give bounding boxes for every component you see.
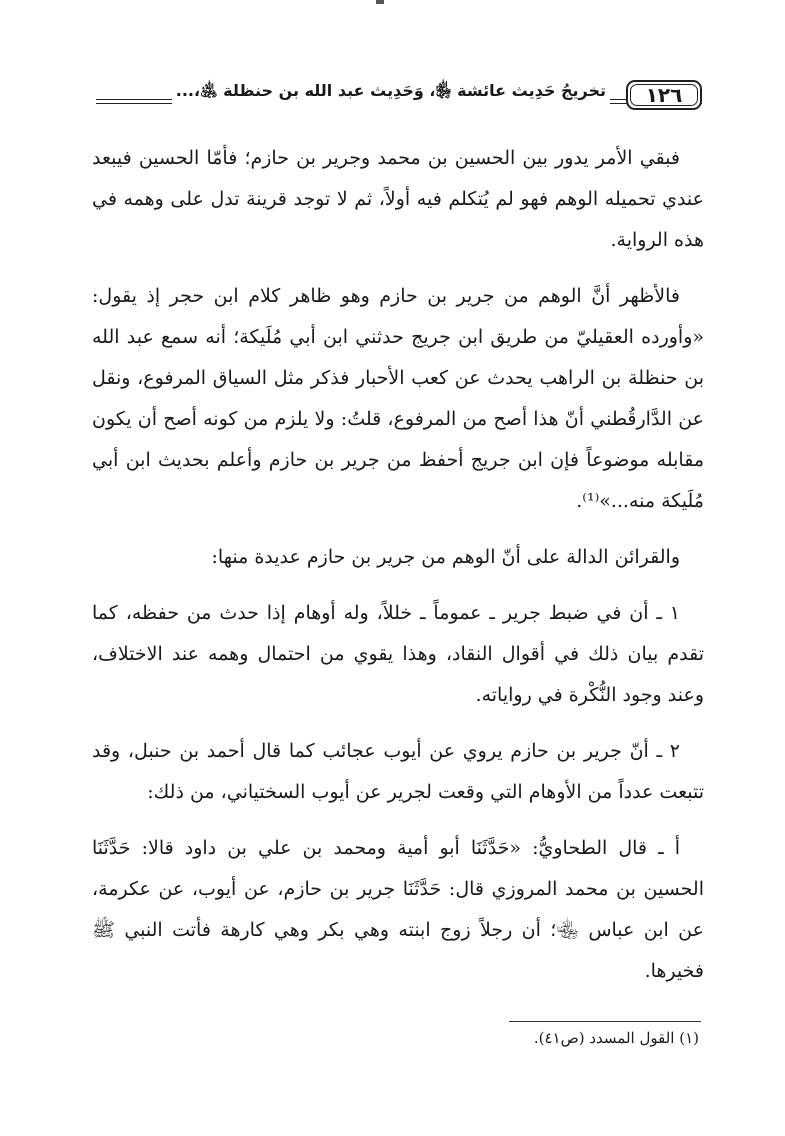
footnote: (١) القول المسدد (ص٤١). <box>533 1029 699 1047</box>
page-number <box>626 80 702 110</box>
running-title: تخريجُ حَدِيث عائشة ﵂، وَحَدِيث عبد الله بن حنظلة ﵁،... <box>172 81 610 104</box>
main-text <box>92 138 704 1007</box>
paragraph-1: فبقي الأمر يدور بين الحسين بن محمد وجرير بن حازم؛ فأمّا الحسين فيبعد عندي تحميله الوهم فهو لم يُتكلم فيه أولاً، ثم لا توجد قرينة تدل على وهمه في هذه الرواية. <box>92 147 704 251</box>
paragraph-6: أ ـ قال الطحاويُّ: «حَدَّثَنَا أبو أمية ومحمد بن علي بن داود قالا: حَدَّثَنَا الحسين بن محمد المروزي قال: حَدَّثَنَا جرير بن حازم، عن أيوب، عن عكرمة، عن ابن عباس ﵄؛ أن رجلاً زوج ابنته وهي بكر وهي كارهة فأتت النبي ﷺ فخيرها. <box>92 837 704 982</box>
footnote-rule <box>509 1021 701 1022</box>
top-edge-mark <box>376 0 384 4</box>
paragraph-3: والقرائن الدالة على أنّ الوهم من جرير بن حازم عديدة منها: <box>211 546 680 568</box>
running-header <box>96 78 702 114</box>
paragraph-2: فالأظهر أنَّ الوهم من جرير بن حازم وهو ظاهر كلام ابن حجر إذ يقول: «وأورده العقيليّ من طريق ابن جريج حدثني ابن أبي مُلَيكة؛ أنه سمع عبد الله بن حنظلة بن الراهب يحدث عن كعب الأحبار فذكر مثل السياق المرفوع، ونقل عن الدَّارقُطني أنّ هذا أصح من المرفوع، قلتُ: ولا يلزم من كونه أصح أن يكون مقابله موضوعاً فإن ابن جريج أحفظ من جرير بن حازم وأعلم بحديث ابن أبي مُلَيكة منه...»⁽¹⁾. <box>92 285 704 512</box>
page-number-text: ١٢٦ <box>645 83 683 107</box>
paragraph-5: ٢ ـ أنّ جرير بن حازم يروي عن أيوب عجائب كما قال أحمد بن حنبل، وقد تتبعت عدداً من الأوهام التي وقعت لجرير عن أيوب السختياني، من ذلك: <box>92 740 704 803</box>
paragraph-4: ١ ـ أن في ضبط جرير ـ عموماً ـ خللاً، وله أوهام إذا حدث من حفظه، كما تقدم بيان ذلك في أقوال النقاد، وهذا يقوي من احتمال وهمه عند الاختلاف، وعند وجود النُّكْرة في رواياته. <box>92 602 704 706</box>
